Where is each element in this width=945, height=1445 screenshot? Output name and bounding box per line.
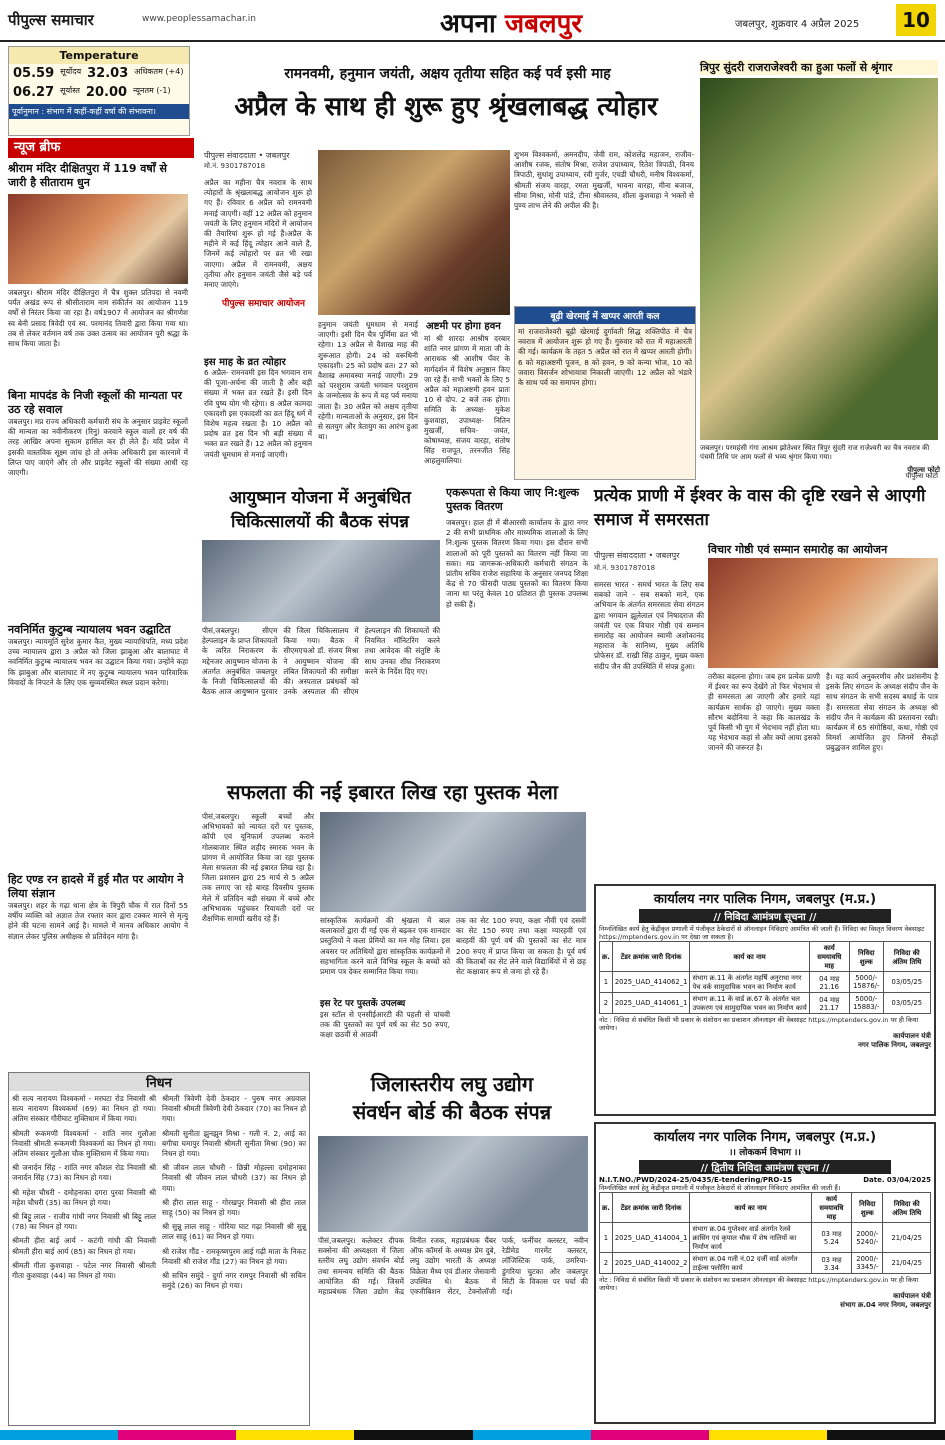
lead-photo bbox=[318, 150, 510, 315]
brief-body-4: जबलपुर। शहर के गढ़ा थाना क्षेत्र के त्रिपुरी चौक में रात दिनों 55 वर्षीय व्यक्ति को अज्ञात तेज रफ्तार कार द्वारा टक्कर मारने से मृत्यु होने की घटना सामने आई है। मामले में मानव अधिकार आयोग ने संज्ञान लेकर पुलिस अधीक्षक से प्रतिवेदन मांगा है। bbox=[8, 901, 188, 941]
pustakmela-col2: सांस्कृतिक कार्यक्रमों की श्रृंखला में बाल कलाकारों द्वारा दी गई एक से बढ़कर एक शानदार प्रस्तुतियों ने कला प्रेमियों का मन मोह लिया। इस अवसर पर अतिथियों द्वारा सांस्कृतिक कार्यक्रमों में सहभागिता करने वाले विभिन्न स्कूल के बच्चों को प्रमाण पत्र देकर सम्मानित किया गया। bbox=[320, 916, 450, 977]
laghuudyog-body: पीसं,जबलपुर। कलेक्टर दीपक सक्सेना की अध्यक्षता में जिला स्तरीय लघु उद्योग संवर्धन बोर्ड तथा समन्वय समिति की बैठक आयोजित की गई। जिसमें महाप्रबंधक जिला उद्योग केंद्र विनीत रजक, महाप्रबंधक चैंबर ऑफ कॉमर्स के अध्यक्ष प्रेम दुबे, लघु उद्योग भारती के अध्यक्ष विक्रेता मैथ्य एवं डीआर जेसवानी उपस्थित थे। बैठक में एक्जीबिशन सेंटर, टेक्नोलॉजी पार्क, फर्नीचर क्लस्टर, नवीन रेडीमेड गारमेंट क्लस्टर, लॉजिस्टिक पार्क, उमरिया-डुंगरिया चुटका और जबलपुर सिटी के विकास पर चर्चा की गई। bbox=[318, 1236, 588, 1297]
ayushman-head: आयुष्मान योजना में अनुबंधित चिकित्सालयों की बैठक संपन्न bbox=[229, 488, 411, 532]
sunrise-label: सूर्योदय bbox=[60, 67, 82, 76]
samrasta-col1: समरस भारत - समर्थ भारत के लिए सब सबको जाने - सब सबको माने, एक अभियान के अंतर्गत समरसता सेवा संगठन द्वारा भगवान झूलेलाल एवं निषादराज की जयंती पर एक विचार गोष्ठी एवं सम्मान समारोह का आयोजन स्वामी अशोकानंद महाराज के सानिध्य, मुख्य अतिथि प्रोफेसर डॉ. राखी सिंह ठाकुर, मुख्य वक्ता संदीप जैन की उपस्थिति में संपन्न हुआ। bbox=[594, 580, 704, 671]
lead-col2: हनुमान जयंती धूमधाम से मनाई जाएगी। इसी दिन चैत्र पूर्णिमा व्रत भी रहेगा। 13 अप्रैल से वैशाख माह की शुरूआत होगी। 24 को वरूथिनी एकादशी। 25 को प्रदोष व्रत। 27 को वैशाख अमावस्या मनाई जाएगी। 29 को परशुराम जयंती भगवान परशुराम के जन्मोत्सव के रूप में यह पर्व मनाया जाता है। 30 अप्रैल को अक्षय तृतीया रहेगी। मान्यताओं के अनुसार, इस दिन से सतयुग और त्रेतायुग का आरंभ हुआ था। bbox=[318, 320, 418, 442]
pustakmela-col1: पीसं,जबलपुर। स्कूली बच्चों और अभिभावकों को न्यायत दरों पर पुस्तक, कॉपी एवं यूनिफार्म उपलब्ध कराने गोलबाजार स्थित शहीद स्मारक भवन के प्रांगण में आयोजित किया जा रहा पुस्तक मेला सफलता की नई इबारत लिख रहा है। जिला प्रशासन द्वारा 25 मार्च से 5 अप्रैल तक लगाए जा रहे बारह दिवसीय पुस्तक मेले में प्रतिदिन बड़ी संख्या में बच्चे और अभिभावक पहुंचकर रियायती दरों पर शैक्षणिक सामग्री खरीद रहे हैं। bbox=[202, 812, 314, 924]
tender1-sign1: कार्यपालन यंत्री bbox=[893, 1032, 931, 1040]
lead-kicker: रामनवमी, हनुमान जयंती, अक्षय तृतीया सहित कई पर्व इसी माह bbox=[284, 66, 611, 82]
tender2-sub2: // द्वितीय निविदा आमंत्रण सूचना // bbox=[639, 1160, 891, 1174]
max-temp: 32.03 bbox=[87, 66, 129, 81]
tender-notice-1 bbox=[594, 884, 936, 1116]
ayushman-body: पीसं,जबलपुर। सीएम हेल्पलाइन के प्राप्त शिकायतों के त्वरित निराकरण के मद्देनजर आयुष्मान योजना के अंतर्गत अनुबंधित जबलपुर के निजी चिकित्सालयों की बैठक आज आयुष्मान पुरवार की जिला चिकित्सालय में किया गया। बैठक में सीएमएचओ डॉ. संजय मिश्रा ने आयुष्मान योजना की लंबित शिकायतों की समीक्षा की। अस्पताल प्रबंधकों को उनके अस्पताल की सीएम हेल्पलाइन की शिकायतों की नियमित मॉनिटरिंग करने तथा आवेदक की संतुष्टि के साथ उनका शीघ्र निराकरण करने के निर्देश दिए गए। bbox=[202, 626, 440, 697]
list-item: श्री सचिन समुंदे - दुर्गा नगर रामपुर निवासी श्री सचिन समुंदे (26) का निधन हो गया। bbox=[162, 1271, 306, 1291]
samrasta-byline: पीपुल्स संवाददाता • जबलपुर bbox=[594, 551, 680, 560]
brief-photo-1 bbox=[8, 194, 188, 284]
dateline: जबलपुर, शुक्रवार 4 अप्रैल 2025 bbox=[735, 19, 860, 30]
tender2-note: नोट : निविदा से संबंधित किसी भी प्रकार के संशोधन का प्रकाशन ऑनलाइन की वेबसाइट https://mptenders.gov.in पर ही किया जायेगा। bbox=[599, 1276, 919, 1292]
pustakmela-head: सफलता की नई इबारत लिख रहा पुस्तक मेला bbox=[227, 780, 558, 804]
tripura-caption: जबलपुर। परमहंसी गंगा आश्रम झोतेश्वर स्थित त्रिपुर सुंदरी राज राजेश्वरी का चैत्र नवरात्र की पंचमी तिथि पर आम फलों से भव्य श्रृंगार किया गया। bbox=[700, 444, 930, 461]
tender1-note: नोट : निविदा से संबंधित किसी भी प्रकार के संशोधन का प्रकाशन ऑनलाइन की वेबसाइट https://mptenders.gov.in पर ही किया जायेगा। bbox=[599, 1016, 919, 1032]
nidhan-box bbox=[8, 1072, 310, 1426]
pustakmela-col3: तक का सेट 100 रुपए, कक्षा नौवीं एवं दसवीं का सेट 150 रुपए तथा कक्षा ग्यारहवीं एवं बारहवीं की पूर्ण वर्ष की पुस्तकों का सेट मात्र 200 रुपए में प्राप्त किया जा सकता है। पूर्व वर्ष की किताबों का सेट लेने वाले विद्यार्थियों में से छह सेट कक्षावार रूप से जमा हो रहे हैं। bbox=[456, 916, 586, 977]
tripura-credit: पीपुल्स फोटो bbox=[907, 466, 940, 474]
lead-sub1: इस माह के व्रत त्योहार bbox=[204, 357, 286, 368]
brief-head-4: हिट एण्ड रन हादसे में हुई मौत पर आयोग ने लिया संज्ञान bbox=[8, 873, 184, 900]
tripura-head: त्रिपुर सुंदरी राजराजेश्वरी का हुआ फलों से श्रृंगार bbox=[700, 60, 938, 75]
ekroopta-body: जबलपुर। हाल ही में बीआरसी कार्यालय के द्वारा नगर 2 की सभी प्राथमिक और माध्यमिक शालाओं के लिए नि:शुल्क पुस्तक वितरण किया गया। इस दौरान सभी शालाओं को पूरी पुस्तकों का वितरण नहीं किया जा सका। मप्र जागरूक-अधिकारी कर्मचारी संगठन के प्रांतीय सचिव राजेश सहारिया के अनुसार जनपद शिक्षा केंद्र से 70 फीसदी पाठ्य पुस्तकों का वितरण किया जाना था परंतु केवल 10 प्रतिशत ही पुस्तक उपलब्ध हो सकी हैं। bbox=[446, 518, 588, 609]
brief-body-1: जबलपुर। श्रीराम मंदिर दीक्षितपुरा में चैत्र शुक्ल प्रतिपदा से नवमी पर्यंत अखंड रूप से श्रीसीताराम नाम संकीर्तन का आयोजन 119 वर्षों से निरंतर किया जा रहा है। वर्ष1907 में आयोजन का श्रीगणेश स्व बेनी प्रसाद त्रिवेदी एवं स्व. परमानंद तिवारी द्वारा किया गया था। तब से लेकर वर्तमान वर्ष तक उक्त उत्सव का आयोजन पूरी श्रद्धा के साथ किया जाता है। bbox=[8, 288, 188, 349]
tender2-date: Date. 03/04/2025 bbox=[863, 1176, 931, 1184]
lead-col4: शुभम विश्वकर्मा, अमनदीप, जेवी राम, कोशलेंद्र महाजन, राजीव-आशीष रजक, संतोष मिश्रा, राजेश उपाध्याय, रितेश त्रिपाठी, विनय त्रिपाठी, सुधांशु उपाध्याय, रवी गुर्जर, एचडी चौधरी, मनीष विश्वकर्मा, श्रीमती संजय वारहा, रमता मुखर्जी, भावना वारहा, मीना बजाज, सीमा मिश्रा, मोनी पांडे, टीना श्रीवास्तव, शीला कुशवाहा ने भक्तों से पुण्य लाभ लेने की अपील की है। bbox=[514, 150, 694, 211]
section-title: अपना जबलपुर bbox=[440, 9, 583, 39]
brief-body-3: जबलपुर। न्यायमूर्ति सुरेश कुमार कैत, मुख्य न्यायाधिपति, मध्य प्रदेश उच्च न्यायालय द्वारा 3 अप्रैल को जिला झाबुआ और बालाघाट में नवनिर्मित कुटुम्ब न्यायालय भवन का उद्घाटन किया गया। उन्होंने कहा कि झाबुआ और बालाघाट में नए कुटुम्ब न्यायालय भवन पारिवारिक विवादों के निपटने के लिए एक सुव्यवस्थित स्थल प्रदान करेगा। bbox=[8, 637, 188, 687]
lead-byline: पीपुल्स संवाददाता • जबलपुर bbox=[204, 151, 290, 160]
samrasta-col3: है। यह कार्य अनुकरणीय और प्रशंसनीय है इसके लिए संगठन के अध्यक्ष संदीप जैन के साथ संगठन के सभी सदस्य बधाई के पात्र हैं। समरसता सेवा संगठन के अध्यक्ष श्री संदीप जैन ने कार्यक्रम की प्रस्तावना रखी। कार्यक्रम में 65 संगोष्ठियां, कथा, गोष्ठी एवं विमर्श आयोजित हुए जिनमें सैकड़ों प्रबुद्धजन शामिल हुए। bbox=[826, 672, 938, 753]
list-item: श्री हीरा लाल साहू - गोरखपुर निवासी श्री हीरा लाल साहू (50) का निधन हो गया। bbox=[162, 1197, 306, 1218]
sunrise-time: 05.59 bbox=[13, 66, 55, 81]
tender-notice-2 bbox=[594, 1122, 936, 1424]
ekroopta-head: एकरूपता से किया जाए नि:शुल्क पुस्तक वितरण bbox=[446, 486, 580, 513]
lead-photo-label: पीपुल्स समाचार आयोजन bbox=[222, 300, 312, 309]
samrasta-col2: तरीका बदलना होगा। जब हम प्रत्येक प्राणी में ईश्वर का रूप देखेंगे तो फिर भेदभाव से ही समरसता आ जाएगी और हमारे यहां कार्यक्रम सार्थक हो जाएगे। मुख्य वक्ता सौरभ बदोनिया ने कहा कि कालखंड के पूर्व किसी भी युग में भेदभाव नहीं होता था। यह भेदभाव कहां से और क्यों आया इसको जानने की जरूरत है। bbox=[708, 672, 820, 753]
site-url[interactable]: www.peoplessamachar.in bbox=[142, 14, 256, 24]
laghuudyog-head2: संवर्धन बोर्ड की बैठक संपन्न bbox=[352, 1100, 552, 1124]
tender2-intro: निम्नलिखित कार्य हेतु केंद्रीकृत प्रणाली में पंजीकृत ठेकेदारों से ऑनलाइन निविदाएं आमंत्रित की जाती हैं। bbox=[599, 1184, 841, 1192]
min-temp: 20.00 bbox=[85, 85, 128, 100]
lead-col1b: 6 अप्रैल- रामनवमी इस दिन भगवान राम की पूजा-अर्चना की जाती है और बड़ी संख्या में भक्त व्रत रखते हैं। इसी दिन रवि पुष्य योग भी रहेगा। 8 अप्रैल कामदा एकादशी इस एकादशी का व्रत हिंदू धर्म में विशेष महत्व रखता है। 10 अप्रैल को प्रदोष व्रत इस दिन भी बड़ी संख्या में भक्त व्रत रखते हैं। 12 अप्रैल को हनुमान जयंती धूमधाम से मनाई जाएगी। bbox=[204, 368, 312, 459]
temperature-title: Temperature bbox=[9, 47, 189, 64]
lead-headline: अप्रैल के साथ ही शुरू हुए श्रृंखलाबद्ध त्योहार bbox=[234, 92, 658, 122]
budhi-body: मां राजराजेश्वरी बूढ़ी खेरमाई दुर्गावती सिद्ध शक्तिपीठ में चैत्र नवरात्र में आयोजन शुरू हो गए हैं। गुरुवार को रात में महाआरती की गई। कार्यक्रम के तहत 5 अप्रैल को रात में खप्पर आरती होगी। 6 को महाअष्टमी पूजन, 8 को हवन, 9 को कन्या भोज, 10 को जवारा विसर्जन शोभायात्रा निकाली जाएगी। 12 अप्रैल को भंडारे के साथ पर्व का समापन होगा। bbox=[518, 327, 692, 388]
list-item: श्रीमती त्रिवेणी देवी ठेकदार - पुरुष नगर अग्रवाल निवासी श्रीमती त्रिवेणी देवी ठेकदार (70) का निधन हो गया। bbox=[162, 1094, 306, 1124]
table-row: 1 2025_UAD_414004_1 संभाग क्र.04 गुप्तेश्वर वार्ड अंतर्गत रेलवे क्रासिंग एवं कृपाल चौक में शेष नालियों का निर्माण कार्य 03 माह 5.24 2000/- 5240/- 21/04/25 bbox=[600, 1223, 931, 1253]
list-item: श्री बिट्टू लाल - राजीव गांधी नगर निवासी श्री बिट्टू लाल (78) का निधन हो गया। bbox=[12, 1212, 156, 1232]
list-item: श्री सत्य नारायण विश्वकर्मा - मरघटा रोड निवासी श्री सत्य नारायण विश्वकर्मा (69) का निधन हो गया। अंतिम संस्कार गौरीघाट मुक्तिधाम में किया गया। bbox=[12, 1094, 156, 1124]
pustakmela-col2b: इस स्टॉल से एनसीईआरटी की पहली से पांचवी तक की पुस्तकों का पूर्ण वर्ष का सेट 50 रुपए, कक्षा छठवीं से आठवीं bbox=[320, 1010, 450, 1040]
list-item: श्रीमती हीरा बाई आर्य - कटंगी गांधी की निवासी श्रीमती हीरा बाई आर्य (85) का निधन हो गया। bbox=[12, 1236, 156, 1256]
lead-sub2: अष्टमी पर होगा हवन bbox=[426, 321, 501, 332]
budhi-head: बूढ़ी खेरमाई में खप्पर आरती कल bbox=[515, 307, 695, 324]
samrasta-credit: पीपुल्स फोटो bbox=[905, 472, 938, 480]
pustakmela-sub: इस रेट पर पुस्तकें उपलब्ध bbox=[320, 999, 406, 1009]
brief-head-2: बिना मापदंड के निजी स्कूलों की मान्यता पर उठ रहे सवाल bbox=[8, 389, 182, 416]
tender2-sign2: संभाग क्र.04 नगर निगम, जबलपुर bbox=[840, 1301, 931, 1309]
page-header bbox=[0, 0, 945, 42]
max-label: अधिकतम (+4) bbox=[134, 67, 184, 76]
table-row: 2 2025_UAD_414002_2 संभाग क्र.04 गली नं.02 दर्जी वार्ड अंतर्गत टाईल्स फ्लोरिंग कार्य 03 माह 3.34 2000/- 3345/- 21/04/25 bbox=[600, 1253, 931, 1274]
list-item: श्री जीवन लाल चौधरी - छिन्नी मोहल्ला दमोहनाका निवासी श्री जीवन लाल चौधरी (37) का निधन हो गया। bbox=[162, 1163, 306, 1193]
tender1-sub: // निविदा आमंत्रण सूचना // bbox=[639, 909, 891, 923]
tender1-intro: निम्नलिखित कार्य हेतु केंद्रीकृत प्रणाली में पंजीकृत ठेकेदारों से ऑनलाइन निविदाएं आमंत्रित की जाती हैं। निविदा का विस्तृत विवरण वेबसाइट https://mptenders.gov.in पर देखा जा सकता है। bbox=[599, 925, 925, 941]
list-item: श्री महेश चौधरी - दमोहनाका दगरा पुरवा निवासी श्री महेश चौधरी (35) का निधन हो गया। bbox=[12, 1187, 156, 1207]
sunset-time: 06.27 bbox=[13, 85, 55, 100]
newsbrief-column bbox=[8, 162, 188, 1190]
tender2-table: क्र. टेंडर क्रमांक जारी दिनांक कार्य का नाम कार्य समयावधि माह निविदा शुल्क निविदा की अंतिम तिथि 1 2025_UAD_414004_1 संभाग क्र.04 गुप्तेश्वर वार्ड अंतर्गत रेलवे क्रासिंग एवं कृपाल चौक में शेष नालियों का निर्माण कार्य 03 माह 5.24 2000/- 5240/- 21/04/25 2 2025_UAD_414002_2 संभाग क्र.04 गली नं.02 दर्जी वार्ड अंतर्गत टाईल्स फ्लोरिंग कार्य 03 माह 3.34 2000/- 3345/- 21/04/25 bbox=[599, 1192, 931, 1274]
pustakmela-photo bbox=[320, 812, 586, 912]
laghuudyog-head1: जिलास्तरीय लघु उद्योग bbox=[370, 1072, 534, 1096]
newsbrief-label: न्यूज ब्रीफ bbox=[8, 138, 194, 158]
samrasta-sub: विचार गोष्ठी एवं सम्मान समारोह का आयोजन bbox=[708, 543, 888, 556]
page-number: 10 bbox=[896, 4, 936, 36]
lead-col1: अप्रैल का महीना चैत्र नवरात्र के साथ त्योहारों के श्रृंखलाबद्ध आयोजन शुरू हो गए हैं। रविवार 6 अप्रैल को रामनवमी मनाई जाएगी। वहीं 12 अप्रैल को हनुमान जयंती के लिए हनुमान मंदिरों में आयोजन की तैयारियां शुरू हो गई हैं।अप्रैल के महीने में कई हिंदू त्योहार आने वाले हैं, जिनमें कई त्योहारों पर व्रत भी रखा जाएगा। अप्रैल में रामनवमी, अक्षय तृतीया और हनुमान जयंती जैसे बड़े पर्व मनाए जाएंगे। bbox=[204, 178, 312, 290]
tender2-sub1: ।। लोककर्म विभाग ।। bbox=[729, 1148, 801, 1158]
brand-logo: पीपुल्स समाचार bbox=[8, 11, 94, 29]
list-item: श्री सुन्नू लाल साहू - गोरिया घाट गढ़ा निवासी श्री सुन्नू लाल साहू (61) का निधन हो गया। bbox=[162, 1222, 306, 1242]
tender1-sign2: नगर पालिक निगम, जबलपुर bbox=[858, 1041, 931, 1049]
tender1-table: क्र. टेंडर क्रमांक जारी दिनांक कार्य का नाम कार्य समयावधि माह निविदा शुल्क निविदा की अंतिम तिथि 1 2025_UAD_414062_1 संभाग क्र.11 के अंतर्गत महर्षि अनुराधा नगर पेच वर्क सामुदायिक भवन का निर्माण कार्य 04 माह 21.16 5000/- 15876/- 03/05/25 2 2025_UAD_414061_1 संभाग क्र.11 के वार्ड क्र.67 के अंतर्गत चल उपकरण एवं सामुदायिक भवन का निर्माण कार्य 04 माह 21.17 5000/- 15883/- 03/05/25 bbox=[599, 941, 931, 1014]
samrasta-phone: मो.नं. 9301787018 bbox=[594, 564, 656, 572]
ayushman-photo bbox=[202, 540, 440, 622]
brief-body-2: जबलपुर। मप्र राज्य अधिकारी कर्मचारी संघ के अनुसार प्राइवेट स्कूलों की मान्यता का नवीनीकरण (रिनु) करवाने स्कूल वालों हर वर्ष की तरह आखिर अपना सुकाम हासिल कर ही लेते हैं। यदि प्रदेश में इसकी वास्तविक सूक्ष्म जांच हो तो अनेक अधिकारी इस कारनामे में लिप्त पाए जाएंगे और तो और प्राइवेट स्कूलों की संख्या आधी रह जाएगी। bbox=[8, 417, 188, 478]
brief-head-1: श्रीराम मंदिर दीक्षितपुरा में 119 वर्षों से जारी है सीताराम धुन bbox=[8, 162, 167, 189]
print-color-bar bbox=[0, 1430, 945, 1440]
list-item: श्रीमती रूकमणी विश्वकर्मा - शांति नगर गुलौआ निवासी श्रीमती रूकमणी विश्वकर्मा का निधन हो गया। अंतिम संस्कार गुलौआ चौक मुक्तिधाम में किया गया। bbox=[12, 1128, 156, 1159]
min-label: न्यूनतम (-1) bbox=[133, 86, 171, 95]
list-item: श्री राजेश गौंड - रामकृष्णपुरम आई गढ़ी माता के निकट निवासी श्री राजेश गौंड (27) का निधन हो गया। bbox=[162, 1246, 306, 1266]
samrasta-head: प्रत्येक प्राणी में ईश्वर के वास की दृष्टि रखने से आएगी समाज में समरसता bbox=[594, 486, 926, 530]
tripura-photo bbox=[700, 78, 938, 440]
tender2-head: कार्यालय नगर पालिक निगम, जबलपुर (म.प्र.) bbox=[653, 1130, 877, 1145]
tender1-head: कार्यालय नगर पालिक निगम, जबलपुर (म.प्र.) bbox=[653, 892, 877, 907]
sunset-label: सूर्यास्त bbox=[60, 86, 80, 95]
lead-phone: मो.नं. 9301787018 bbox=[204, 162, 266, 170]
forecast: पूर्वानुमान : संभाग में कहीं-कहीं वर्षा की संभावना। bbox=[9, 104, 189, 119]
budhi-khermai-box bbox=[514, 306, 696, 480]
nidhan-left-col bbox=[12, 1094, 156, 1295]
tender2-ref: N.I.T.NO./PWD/2024-25/0435/E-tendering/PRO-15 bbox=[599, 1176, 793, 1184]
list-item: श्रीमती गीता कुशवाहा - पटेल नगर निवासी श्रीमती गीता कुशवाहा (44) का निधन हो गया। bbox=[12, 1260, 156, 1281]
tender2-sign1: कार्यपालन यंत्री bbox=[893, 1292, 931, 1300]
list-item: श्रीमती सुनीता झुनझुन मिश्रा - गली नं. 2, आई का बगीचा घमापुर निवासी श्रीमती सुनीता मिश्रा (90) का निधन हो गया। bbox=[162, 1128, 306, 1159]
list-item: श्री जनार्दन सिंह - शांति नगर कौशल रोड निवासी श्री जनार्दन सिंह (73) का निधन हो गया। bbox=[12, 1163, 156, 1183]
laghuudyog-photo bbox=[318, 1136, 588, 1232]
nidhan-title: निधन bbox=[9, 1073, 309, 1091]
brief-head-3: नवनिर्मित कुटुम्ब न्यायालय भवन उद्घाटित bbox=[8, 623, 171, 636]
samrasta-photo bbox=[708, 558, 938, 668]
nidhan-right-col bbox=[162, 1094, 306, 1295]
lead-col3: मां श्री शारदा आश्रीष दरबार शांति नगर प्रांगण में माता जी के आराधक श्री आशीष पँवर के मार्गदर्शन में विशेष अनुष्ठान किए जा रहे हैं। सभी भक्तों के लिए 5 अप्रैल को महाअष्टमी हवन प्रातः 10 से दोप. 2 बजे तक होगा। समिति के अध्यक्ष- मुकेश कुशवाहा, उपाध्यक्ष- नितिन मुखर्जी, सचिव- जयंत, कोषाध्यक्ष, संजय वारहा, संतोष सिंह राजपूत, तरनजीत सिंह आहलुवालिया। bbox=[424, 334, 510, 466]
table-row: 2 2025_UAD_414061_1 संभाग क्र.11 के वार्ड क्र.67 के अंतर्गत चल उपकरण एवं सामुदायिक भवन का निर्माण कार्य 04 माह 21.17 5000/- 15883/- 03/05/25 bbox=[600, 993, 931, 1014]
temperature-box bbox=[8, 46, 190, 136]
table-row: 1 2025_UAD_414062_1 संभाग क्र.11 के अंतर्गत महर्षि अनुराधा नगर पेच वर्क सामुदायिक भवन का निर्माण कार्य 04 माह 21.16 5000/- 15876/- 03/05/25 bbox=[600, 972, 931, 993]
